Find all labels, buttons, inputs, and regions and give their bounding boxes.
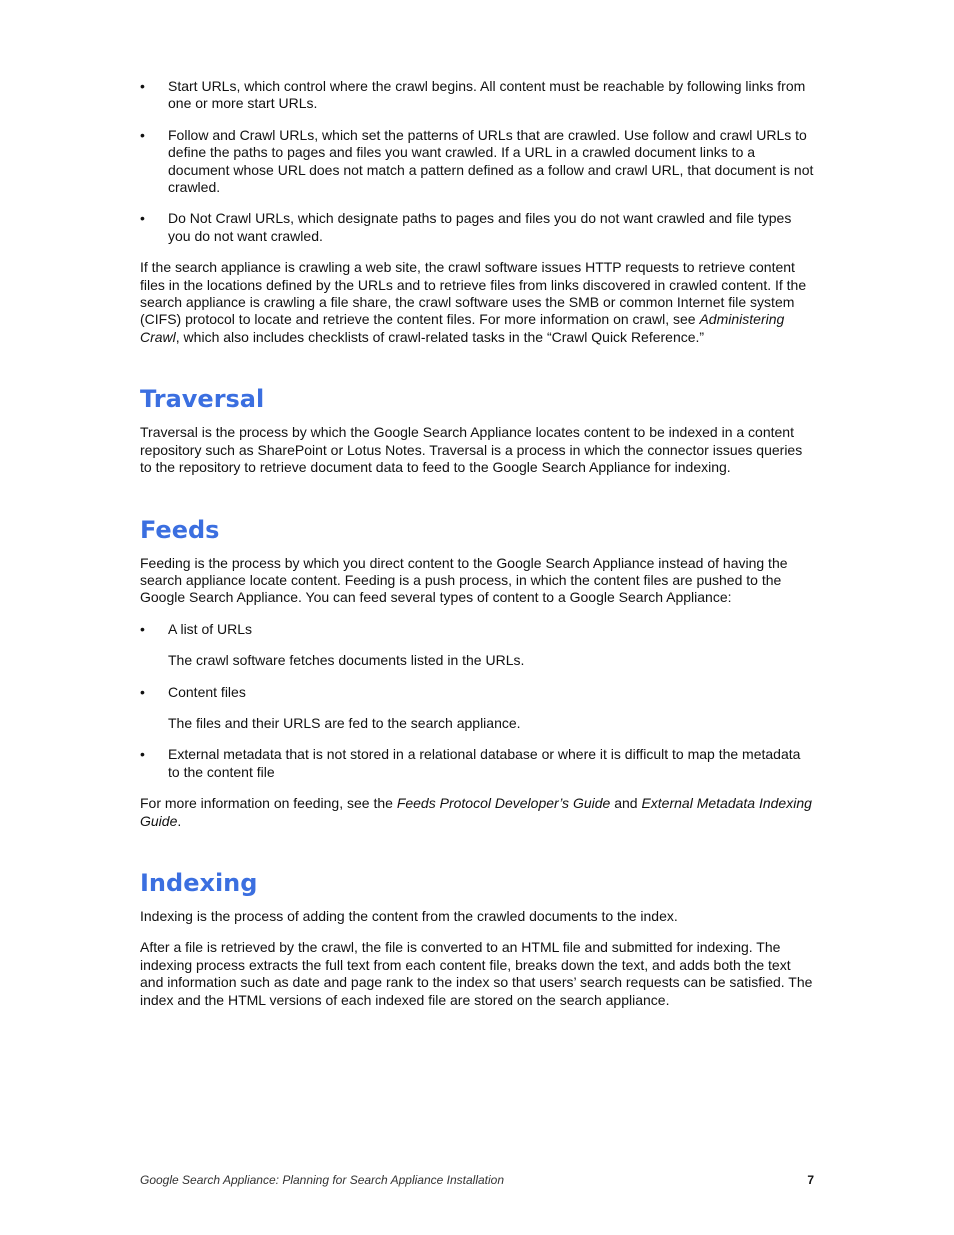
text: , which also includes checklists of crawl-related tasks in the “Crawl Quick Reference.” — [175, 328, 705, 345]
text: . — [177, 812, 182, 829]
bullet-icon: • — [140, 78, 145, 94]
section-heading-traversal: Traversal — [140, 385, 265, 414]
bullet-text: Follow and Crawl URLs, which set the patterns of URLs that are crawled. Use follow and crawl URLs to define the paths to pages and files you want crawled. If a URL in a crawled document links to a document whose URL does not match a pattern defined as a follow and crawl URL, that document is not crawled. — [168, 126, 814, 196]
traversal-paragraph: Traversal is the process by which the Google Search Appliance locates content to be indexed in a content repository such as SharePoint or Lotus Notes. Traversal is a process in which the connector issues queries to the repository to retrieve document data to feed to the Google Search Appliance for indexing. — [140, 424, 803, 476]
list-item — [140, 78, 814, 113]
list-item — [140, 210, 814, 245]
list-item — [140, 684, 814, 701]
list-item — [140, 127, 814, 197]
bullet-text: Content files — [168, 683, 246, 700]
text: For more information on feeding, see the — [140, 795, 397, 812]
page-footer — [140, 1173, 814, 1188]
section-heading-indexing: Indexing — [140, 868, 258, 897]
bullet-text: External metadata that is not stored in a relational database or where it is difficult to map the metadata to the content file — [168, 746, 801, 780]
bullet-text: Do Not Crawl URLs, which designate paths to pages and files you do not want crawled and file types you do not want crawled. — [168, 210, 792, 244]
text: If the search appliance is crawling a web site, the crawl software issues HTTP requests to retrieve content files in the locations defined by the URLs and to retrieve files from links discovered in crawled content. If the search appliance is crawling a file share, the crawl software uses the SMB or common Internet file system (CIFS) protocol to locate and retrieve the content files. For more information on crawl, see — [140, 259, 807, 328]
bullet-icon: • — [140, 746, 145, 763]
bullet-subtext: The files and their URLS are fed to the search appliance. — [168, 714, 521, 731]
feeds-intro: Feeding is the process by which you direct content to the Google Search Appliance instead of having the search appliance locate content. Feeding is a push process, in which the content files are pushed to the Google Search Appliance. You can feed several types of content to a Google Search Appliance: — [140, 554, 788, 606]
document-body — [140, 78, 814, 1023]
doc-reference: External Metadata Indexing Guide — [140, 795, 812, 829]
indexing-paragraph-2: After a file is retrieved by the crawl, the file is converted to an HTML file and submitted for indexing. The indexing process extracts the full text from each content file, breaks down the text, and adds both the text and information such as date and page rank to the index so that users’ search requests can be satisfied. The index and the HTML versions of each indexed file are stored on the search appliance. — [140, 939, 813, 1008]
bullet-text: A list of URLs — [168, 620, 253, 637]
bullet-icon: • — [140, 620, 145, 637]
doc-reference: Administering Crawl — [140, 311, 785, 345]
bullet-subtext: The crawl software fetches documents listed in the URLs. — [168, 652, 525, 669]
list-item — [140, 621, 814, 638]
text: and — [610, 795, 642, 812]
bullet-icon: • — [140, 683, 145, 700]
bullet-text: Start URLs, which control where the crawl begins. All content must be reachable by following links from one or more start URLs. — [168, 78, 806, 112]
feeds-more-info — [140, 795, 814, 830]
bullet-icon: • — [140, 210, 145, 227]
indexing-paragraph-1: Indexing is the process of adding the content from the crawled documents to the index. — [140, 907, 678, 924]
page-number: 7 — [807, 1173, 814, 1187]
list-item — [140, 746, 814, 781]
bullet-icon: • — [140, 126, 145, 143]
crawl-paragraph — [140, 259, 814, 346]
section-heading-feeds: Feeds — [140, 515, 220, 544]
footer-title: Google Search Appliance: Planning for Search Appliance Installation — [140, 1173, 505, 1187]
doc-reference: Feeds Protocol Developer’s Guide — [396, 795, 611, 812]
